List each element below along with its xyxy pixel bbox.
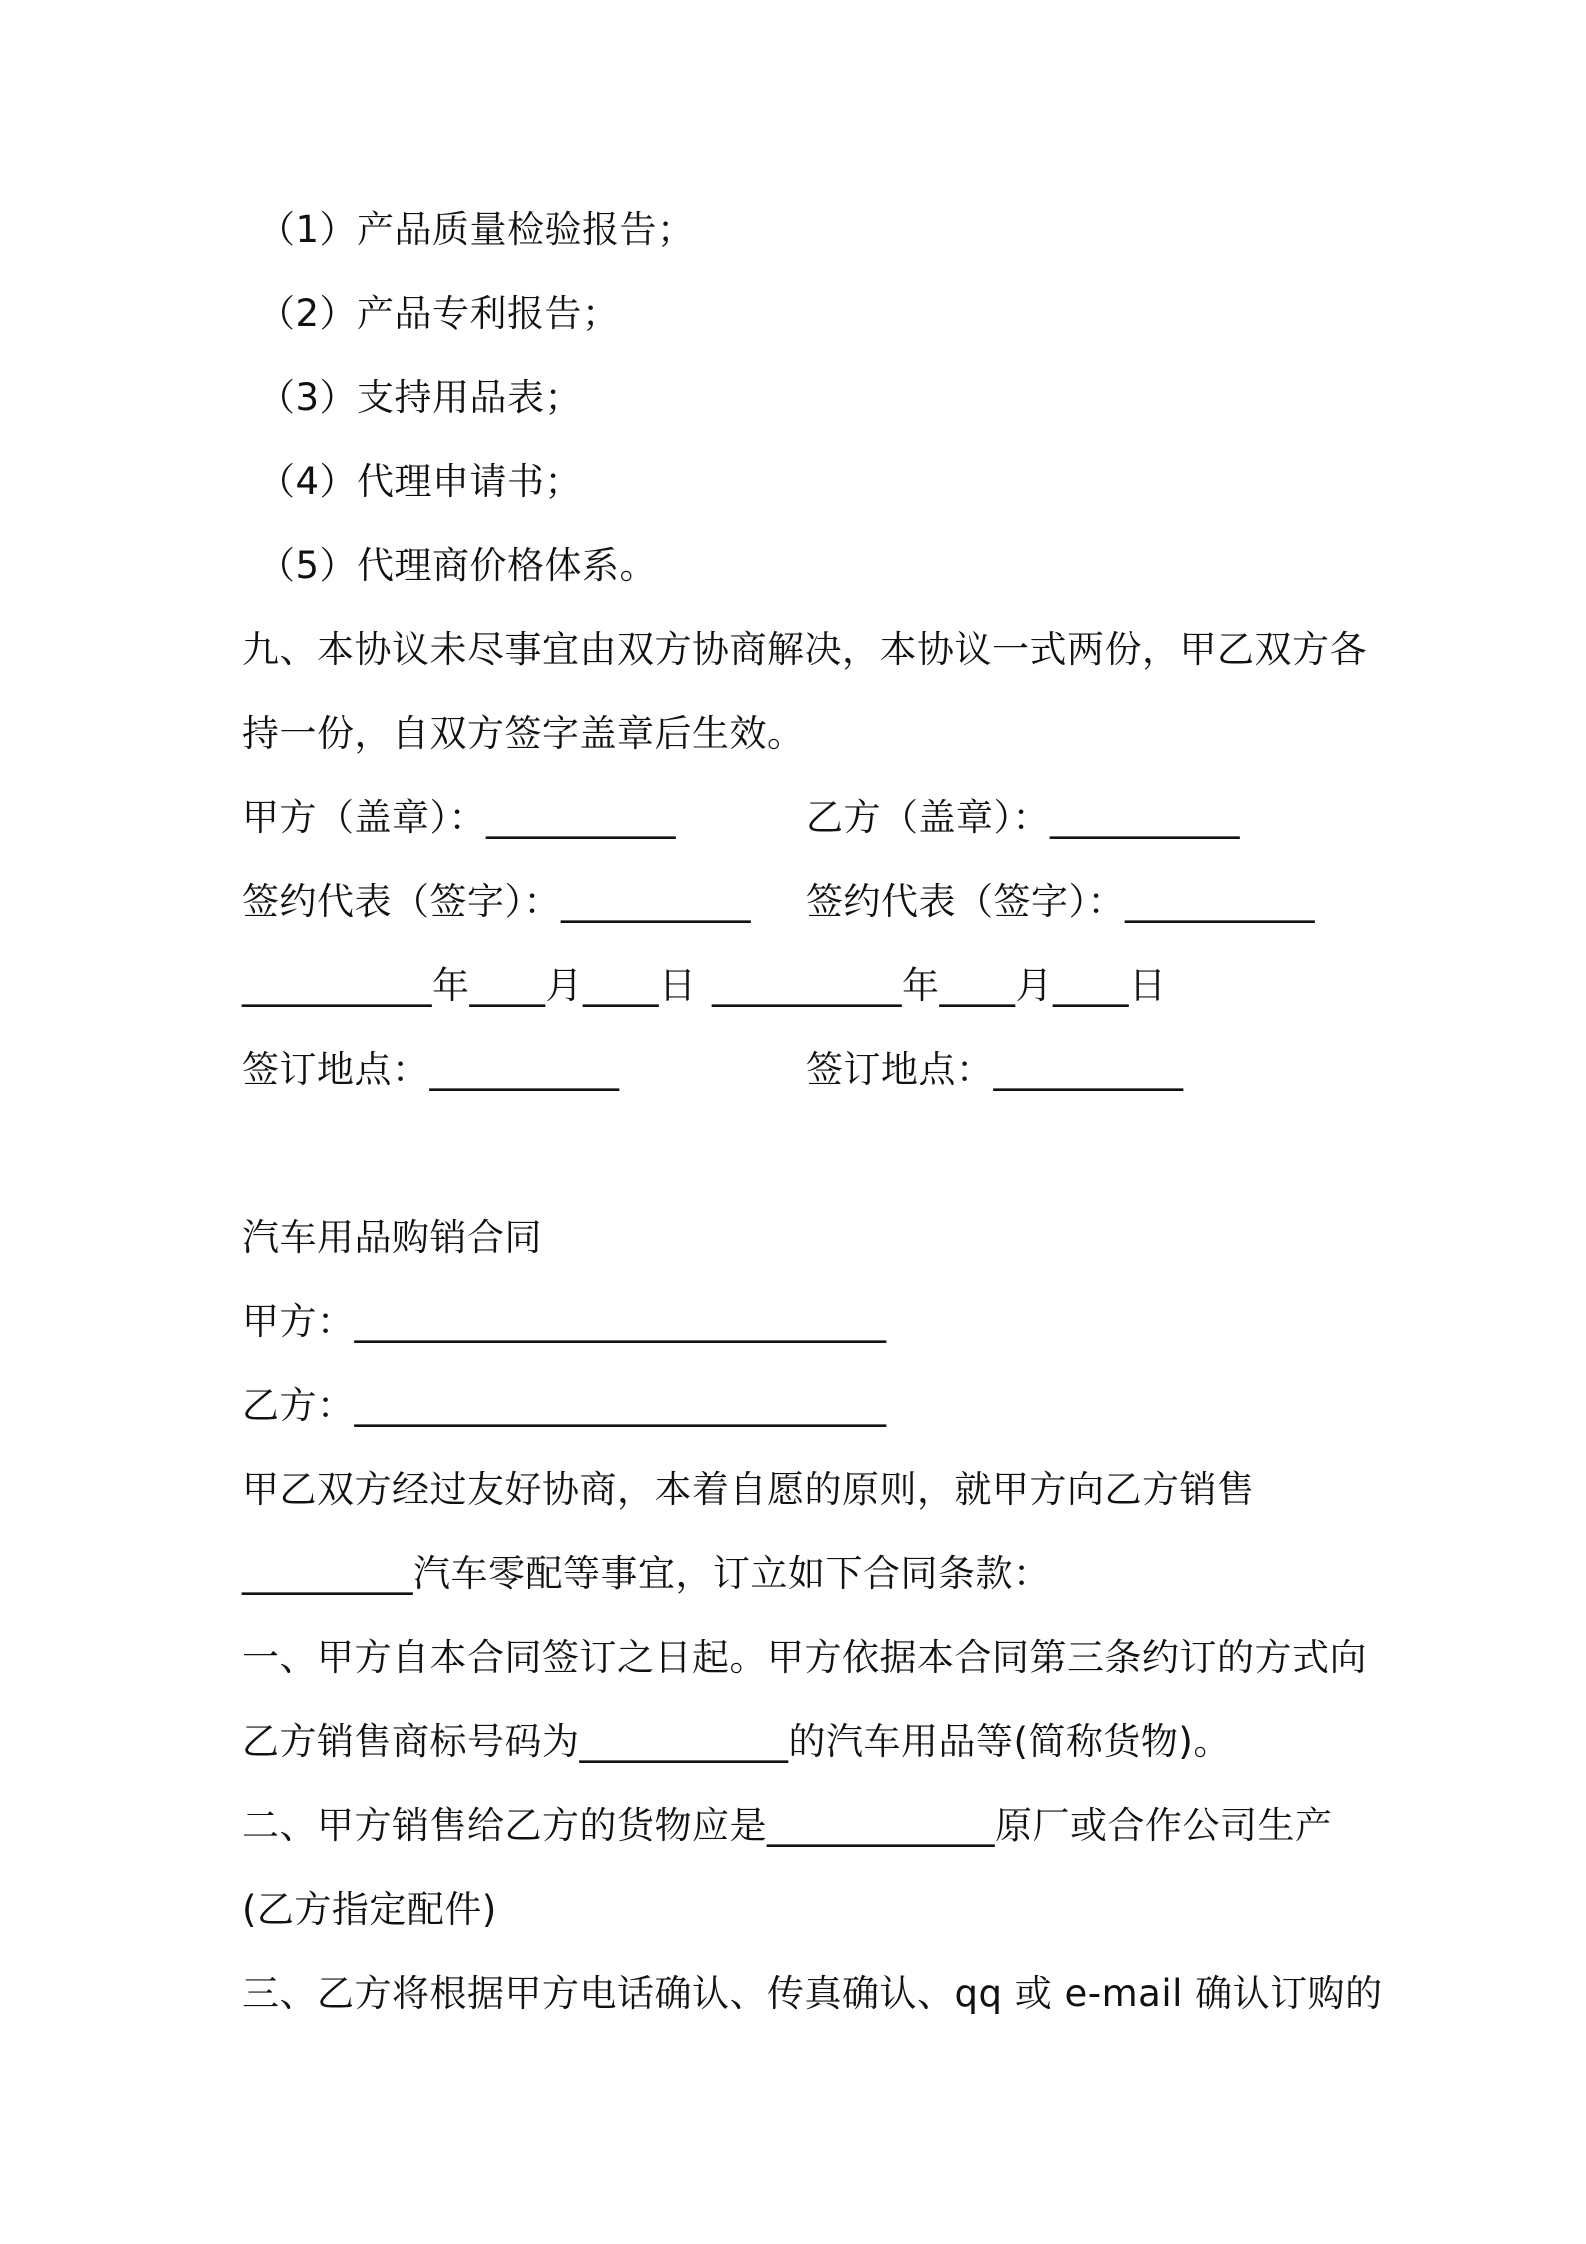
- list-item: （2）产品专利报告；: [258, 292, 620, 335]
- contract-party-b: 乙方：____________________________: [242, 1384, 887, 1427]
- clause-two-line2: (乙方指定配件): [242, 1888, 497, 1931]
- clause-nine-line1: 九、本协议未尽事宜由双方协商解决，本协议一式两份，甲乙双方各: [242, 628, 1367, 671]
- party-a-seal: 甲方（盖章）：__________: [242, 796, 676, 839]
- clause-two-line1: 二、甲方销售给乙方的货物应是____________原厂或合作公司生产: [242, 1804, 1333, 1847]
- clause-nine-line2: 持一份，自双方签字盖章后生效。: [242, 712, 805, 755]
- contract-intro-line1: 甲乙双方经过友好协商，本着自愿的原则，就甲方向乙方销售: [242, 1468, 1255, 1511]
- clause-three-line1: 三、乙方将根据甲方电话确认、传真确认、qq 或 e-mail 确认订购的: [242, 1972, 1383, 2015]
- date-b: __________年____月____日: [712, 964, 1167, 1007]
- place-a: 签订地点：__________: [242, 1048, 620, 1091]
- list-item: （4）代理申请书；: [258, 460, 583, 503]
- list-item: （5）代理商价格体系。: [258, 544, 658, 587]
- contract-intro-line2: _________汽车零配等事宜，订立如下合同条款：: [242, 1552, 1051, 1595]
- place-b: 签订地点：__________: [806, 1048, 1184, 1091]
- clause-one-line1: 一、甲方自本合同签订之日起。甲方依据本合同第三条约订的方式向: [242, 1636, 1367, 1679]
- clause-one-line2: 乙方销售商标号码为___________的汽车用品等(简称货物)。: [242, 1720, 1231, 1763]
- list-item: （3）支持用品表；: [258, 376, 583, 419]
- date-a: __________年____月____日: [242, 964, 697, 1007]
- party-b-seal: 乙方（盖章）：__________: [806, 796, 1240, 839]
- list-item: （1）产品质量检验报告；: [258, 208, 695, 251]
- rep-b-signature: 签约代表（签字）：__________: [806, 880, 1315, 923]
- rep-a-signature: 签约代表（签字）：__________: [242, 880, 751, 923]
- contract-party-a: 甲方：____________________________: [242, 1300, 887, 1343]
- contract-title: 汽车用品购销合同: [242, 1216, 542, 1259]
